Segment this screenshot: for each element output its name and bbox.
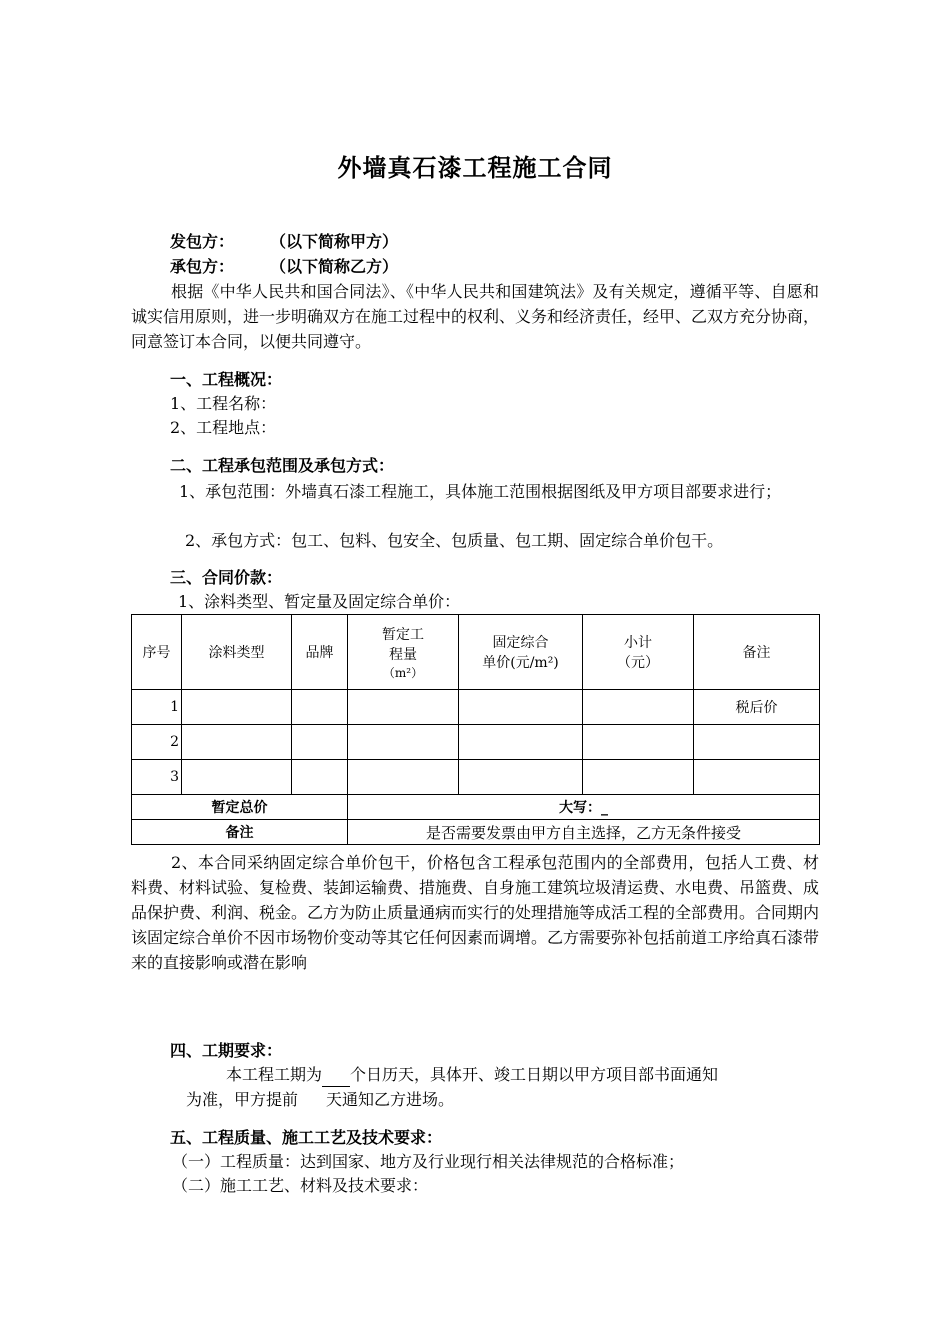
contract-method: 2、承包方式：包工、包料、包安全、包质量、包工期、固定综合单价包干。 [185, 531, 724, 550]
party-a-label: 发包方： [170, 232, 235, 251]
schedule-text-b: 个日历天，具体开、竣工日期以甲方项目部书面通知 [350, 1065, 719, 1084]
header-subtotal-line2: （元） [617, 655, 659, 671]
duration-blank [322, 1064, 350, 1087]
row-quantity-cell [348, 725, 459, 760]
contract-scope: 1、承包范围：外墙真石漆工程施工，具体施工范围根据图纸及甲方项目部要求进行； [179, 482, 782, 501]
row-subtotal-cell [583, 725, 694, 760]
quality-standard: （一）工程质量：达到国家、地方及行业现行相关法律规范的合格标准； [172, 1152, 685, 1171]
project-location: 2、工程地点： [170, 418, 277, 437]
header-type: 涂料类型 [182, 615, 292, 690]
party-b-note: （以下简称乙方） [270, 257, 399, 276]
header-unit-price-line1: 固定综合 [492, 635, 549, 651]
row-brand-cell [292, 760, 348, 795]
note-label: 备注 [132, 820, 348, 845]
row-quantity-cell [348, 690, 459, 725]
row-seq: 3 [132, 760, 182, 795]
table-row [132, 690, 820, 725]
notice-days-blank [298, 1089, 326, 1111]
table-row [132, 760, 820, 795]
document-title: 外墙真石漆工程施工合同 [337, 153, 613, 182]
note-value: 是否需要发票由甲方自主选择，乙方无条件接受 [348, 820, 820, 845]
section5-heading: 五、工程质量、施工工艺及技术要求： [170, 1128, 443, 1147]
header-seq: 序号 [132, 615, 182, 690]
process-requirements: （二）施工工艺、材料及技术要求： [172, 1176, 429, 1195]
total-label: 暂定总价 [132, 795, 348, 820]
coating-table-caption: 1、涂料类型、暂定量及固定综合单价： [178, 592, 461, 611]
intro-paragraph: 根据《中华人民共和国合同法》、《中华人民共和国建筑法》及有关规定，遵循平等、自愿和诚实信用原则，进一步明确双方在施工过程中的权利、义务和经济责任，经甲、乙双方充分协商，同意签订本合同，以便共同遵守。 [131, 282, 820, 351]
section2-heading: 二、工程承包范围及承包方式： [170, 456, 395, 475]
header-quantity-line2: 程量 [389, 646, 417, 663]
row-remark [694, 760, 820, 795]
header-quantity-unit: （m²） [382, 665, 424, 680]
row-quantity-cell [348, 760, 459, 795]
pricing-paragraph: 2、本合同采纳固定综合单价包干，价格包含工程承包范围内的全部费用，包括人工费、材料费、材料试验、复检费、装卸运输费、措施费、自身施工建筑垃圾清运费、水电费、吊篮费、成品保护费、利润、税金。乙方为防止质量通病而实行的处理措施等成活工程的全部费用。合同期内该固定综合单价不因市场物价变动等其它任何因素而调增。乙方需要弥补包括前道工序给真石漆带来的直接影响或潜在影响 [131, 853, 820, 972]
section1-heading: 一、工程概况： [170, 370, 283, 389]
row-brand-cell [292, 725, 348, 760]
project-name: 1、工程名称： [170, 394, 277, 413]
section4-heading: 四、工期要求： [170, 1041, 283, 1060]
row-seq: 2 [132, 725, 182, 760]
schedule-text-d: 天通知乙方进场。 [326, 1090, 455, 1109]
row-type-cell [182, 690, 292, 725]
header-remark: 备注 [694, 615, 820, 690]
section3-heading: 三、合同价款： [170, 568, 283, 587]
schedule-text-c: 为准，甲方提前 [186, 1090, 299, 1109]
row-subtotal-cell [583, 760, 694, 795]
header-quantity-line1: 暂定工 [382, 626, 424, 643]
header-quantity [348, 615, 459, 690]
schedule-text-a: 本工程工期为 [226, 1065, 323, 1084]
row-price-cell [459, 760, 583, 795]
table-row [132, 725, 820, 760]
row-remark: 税后价 [694, 690, 820, 725]
table-header-row [132, 615, 820, 690]
header-brand: 品牌 [292, 615, 348, 690]
schedule-line1 [226, 1064, 718, 1087]
table-total-row [132, 795, 820, 820]
party-b-label: 承包方： [170, 257, 235, 276]
header-unit-price [459, 615, 583, 690]
row-price-cell [459, 690, 583, 725]
party-a-note: （以下简称甲方） [270, 232, 399, 251]
coating-price-table [131, 614, 820, 845]
header-unit-price-line2: 单价(元/m²) [482, 655, 559, 671]
header-subtotal-line1: 小计 [624, 635, 652, 651]
row-subtotal-cell [583, 690, 694, 725]
row-type-cell [182, 725, 292, 760]
header-subtotal [583, 615, 694, 690]
row-price-cell [459, 725, 583, 760]
row-brand-cell [292, 690, 348, 725]
row-type-cell [182, 760, 292, 795]
schedule-line2 [186, 1089, 454, 1111]
row-remark [694, 725, 820, 760]
total-value: 大写：_ [348, 795, 820, 820]
table-note-row [132, 820, 820, 845]
row-seq: 1 [132, 690, 182, 725]
